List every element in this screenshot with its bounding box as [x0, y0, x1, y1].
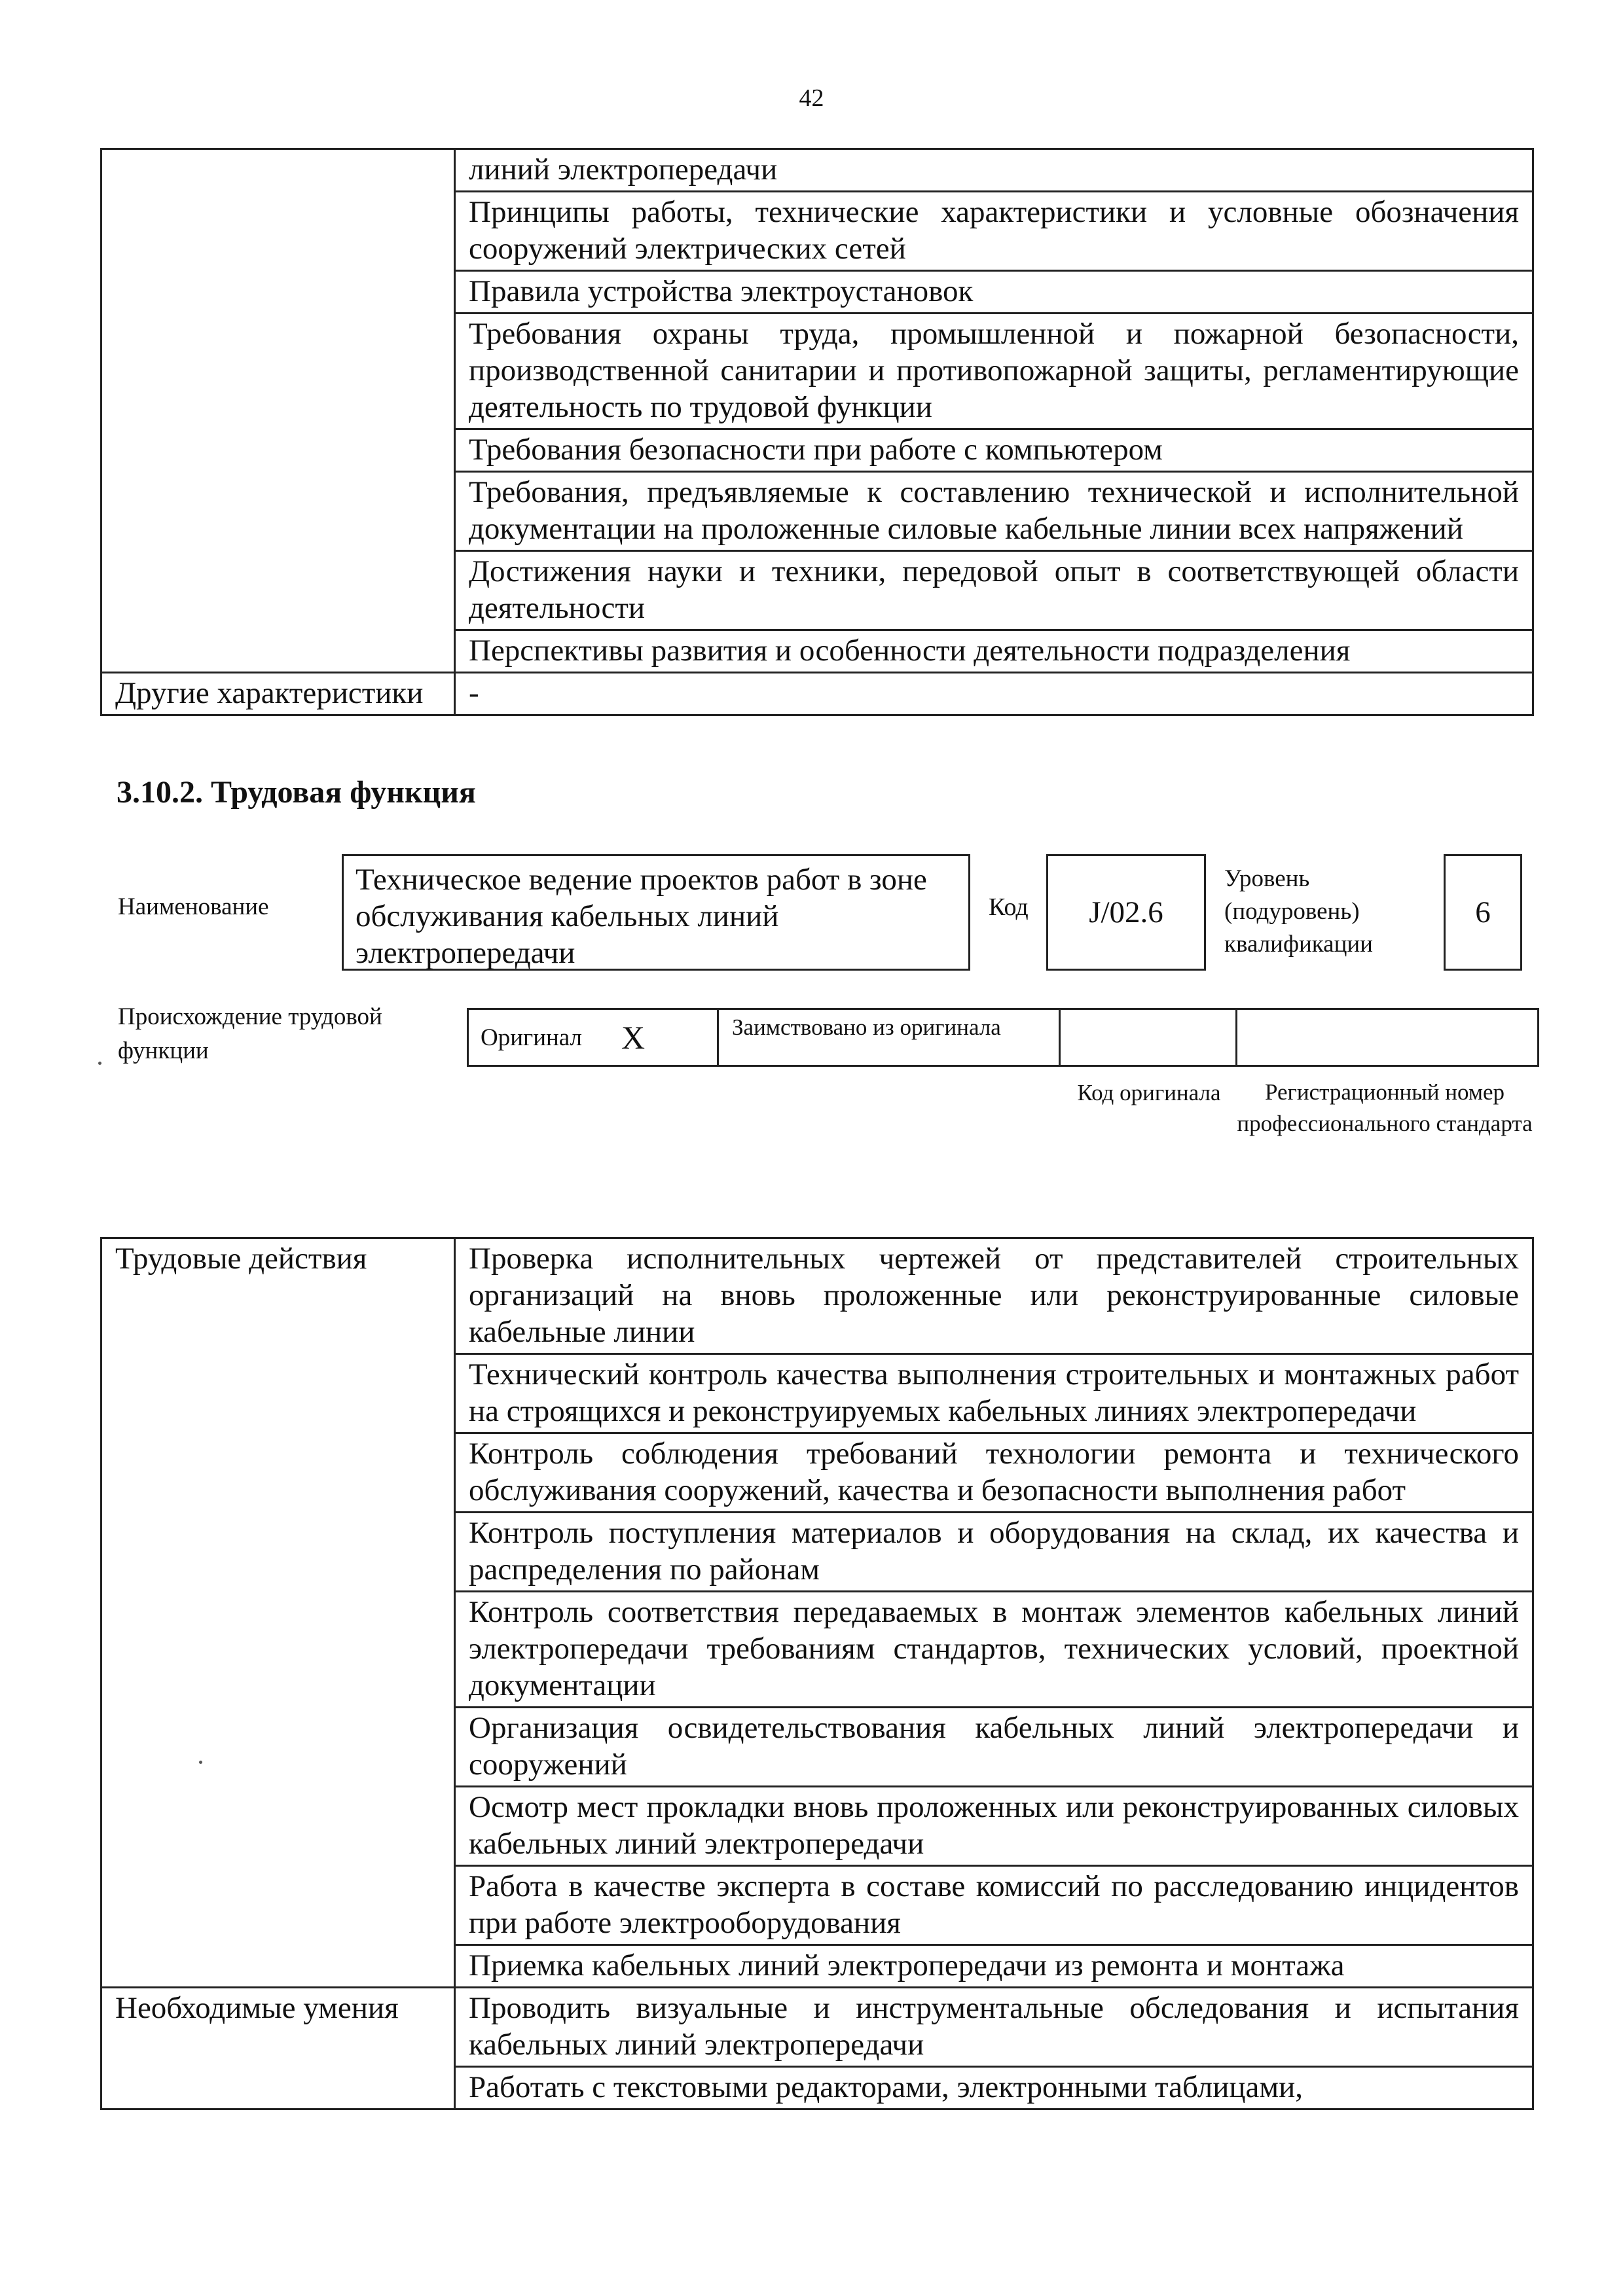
origin-mark: X — [621, 1019, 646, 1056]
table-row — [101, 1238, 1533, 1354]
origin-code-cell — [1061, 1010, 1237, 1065]
actions-label-cell: Трудовые действия — [101, 1238, 455, 1988]
table-cell: Требования охраны труда, промышленной и пожарной безопасности, производственной санитарии и противопожарной защиты, регламентирующие деятельность по трудовой функции — [455, 314, 1533, 429]
origin-reg-cell — [1237, 1010, 1537, 1065]
table-cell: Приемка кабельных линий электропередачи из ремонта и монтажа — [455, 1945, 1533, 1988]
table-row — [101, 149, 1533, 192]
knowledge-table — [100, 148, 1534, 716]
table-cell: Контроль поступления материалов и оборудования на склад, их качества и распределения по районам — [455, 1513, 1533, 1592]
table-cell: Контроль соответствия передаваемых в монтаж элементов кабельных линий электропередачи требованиям стандартов, технических условий, проектной документации — [455, 1592, 1533, 1708]
caption-registration-number: Регистрационный номер профессионального стандарта — [1237, 1079, 1533, 1136]
origin-original-label: Оригинал — [481, 1024, 583, 1051]
scan-dot — [199, 1761, 202, 1764]
table-cell: Организация освидетельствования кабельных линий электропередачи и сооружений — [455, 1708, 1533, 1787]
table-cell: Контроль соблюдения требований технологии ремонта и технического обслуживания сооружений, качества и безопасности выполнения работ — [455, 1433, 1533, 1513]
table-cell: линий электропередачи — [455, 149, 1533, 192]
table-cell: Достижения науки и техники, передовой опыт в соответствующей области деятельности — [455, 551, 1533, 630]
level-label — [1224, 863, 1421, 961]
table-cell: Осмотр мест прокладки вновь проложенных или реконструированных силовых кабельных линий электропередачи — [455, 1787, 1533, 1866]
level-label-text: Уровень (подуровень) квалификации — [1224, 865, 1373, 958]
table-cell: Требования, предъявляемые к составлению технической и исполнительной документации на проложенные силовые кабельные линии всех напряжений — [455, 472, 1533, 551]
code-value: J/02.6 — [1046, 854, 1206, 971]
table-row — [101, 1988, 1533, 2067]
page-number: 42 — [799, 84, 824, 112]
code-label: Код — [989, 893, 1029, 921]
skills-label-cell: Необходимые умения — [101, 1988, 455, 2109]
scan-dot — [98, 1062, 101, 1065]
other-characteristics-value: - — [455, 673, 1533, 715]
caption-original-code: Код оригинала — [1077, 1080, 1221, 1105]
level-value: 6 — [1444, 854, 1522, 971]
origin-label — [118, 1000, 458, 1068]
origin-original-cell — [469, 1010, 719, 1065]
actions-table — [100, 1237, 1534, 2110]
table-cell: Проводить визуальные и инструментальные обследования и испытания кабельных линий электропередачи — [455, 1988, 1533, 2067]
table-cell: Работа в качестве эксперта в составе комиссий по расследованию инцидентов при работе электрооборудования — [455, 1866, 1533, 1945]
section-heading: 3.10.2. Трудовая функция — [117, 775, 476, 810]
other-characteristics-label: Другие характеристики — [101, 673, 455, 715]
table-cell: Проверка исполнительных чертежей от представителей строительных организаций на вновь проложенные или реконструированные силовые кабельные линии — [455, 1238, 1533, 1354]
table-cell: Технический контроль качества выполнения строительных и монтажных работ на строящихся и реконструируемых кабельных линиях электропередачи — [455, 1354, 1533, 1433]
table-cell: Работать с текстовыми редакторами, электронными таблицами, — [455, 2067, 1533, 2109]
origin-row — [467, 1008, 1539, 1067]
table-cell: Требования безопасности при работе с компьютером — [455, 429, 1533, 472]
table-row — [101, 673, 1533, 715]
name-value: Техническое ведение проектов работ в зоне обслуживания кабельных линий электропередачи — [342, 854, 970, 971]
origin-borrowed-cell: Заимствовано из оригинала — [719, 1010, 1061, 1065]
table-cell-empty — [101, 149, 455, 673]
table-cell: Правила устройства электроустановок — [455, 271, 1533, 314]
origin-label-text: Происхождение трудовой функции — [118, 1003, 382, 1064]
table-cell: Перспективы развития и особенности деятельности подразделения — [455, 630, 1533, 673]
table-cell: Принципы работы, технические характеристики и условные обозначения сооружений электрических сетей — [455, 192, 1533, 271]
name-label: Наименование — [118, 893, 269, 920]
